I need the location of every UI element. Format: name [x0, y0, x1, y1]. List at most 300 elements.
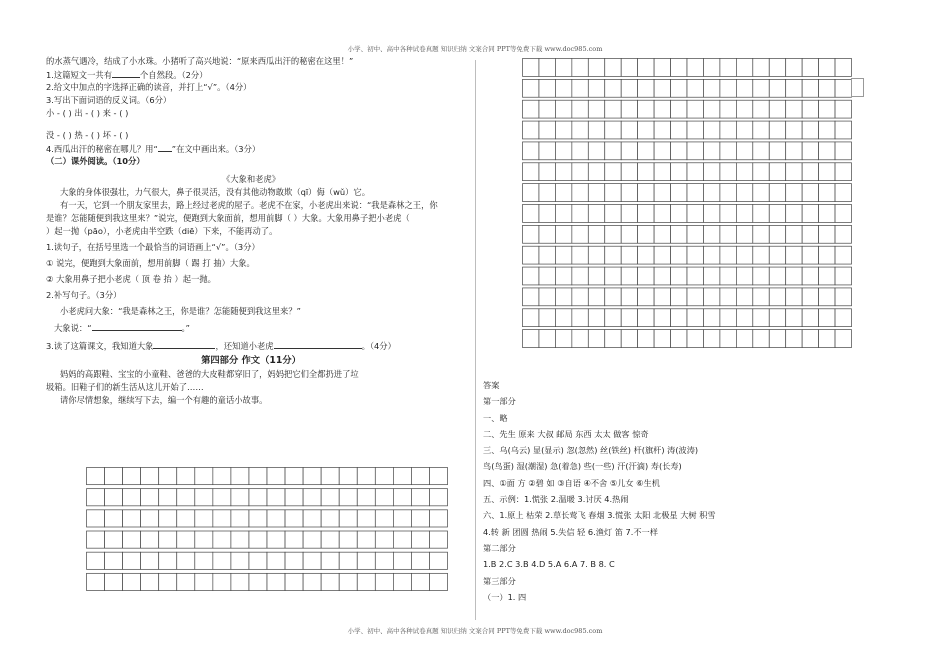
grid-cell[interactable]	[621, 267, 637, 285]
grid-cell[interactable]	[339, 468, 357, 485]
grid-row[interactable]	[523, 225, 852, 243]
grid-row[interactable]	[523, 59, 852, 77]
grid-cell[interactable]	[231, 552, 249, 569]
grid-cell[interactable]	[703, 163, 719, 181]
grid-cell[interactable]	[687, 267, 703, 285]
grid-cell[interactable]	[753, 121, 769, 139]
grid-cell[interactable]	[177, 573, 195, 590]
grid-cell[interactable]	[539, 246, 555, 264]
grid-cell[interactable]	[555, 100, 571, 118]
grid-cell[interactable]	[87, 552, 105, 569]
grid-cell[interactable]	[588, 59, 604, 77]
grid-row[interactable]	[523, 288, 852, 306]
grid-cell[interactable]	[588, 100, 604, 118]
grid-cell[interactable]	[429, 531, 447, 548]
grid-cell[interactable]	[687, 100, 703, 118]
grid-cell[interactable]	[786, 184, 802, 202]
grid-row[interactable]	[523, 100, 852, 118]
grid-cell[interactable]	[786, 59, 802, 77]
grid-cell[interactable]	[819, 288, 835, 306]
grid-cell[interactable]	[753, 205, 769, 223]
grid-cell[interactable]	[736, 225, 752, 243]
grid-cell[interactable]	[267, 552, 285, 569]
grid-cell[interactable]	[87, 468, 105, 485]
grid-cell[interactable]	[267, 468, 285, 485]
grid-cell[interactable]	[621, 184, 637, 202]
grid-cell[interactable]	[303, 468, 321, 485]
grid-cell[interactable]	[588, 184, 604, 202]
grid-cell[interactable]	[769, 163, 785, 181]
grid-cell[interactable]	[835, 79, 851, 97]
grid-cell[interactable]	[539, 205, 555, 223]
grid-cell[interactable]	[429, 489, 447, 506]
grid-cell[interactable]	[177, 510, 195, 527]
grid-cell[interactable]	[720, 288, 736, 306]
grid-row[interactable]	[523, 309, 852, 327]
grid-cell[interactable]	[303, 489, 321, 506]
grid-cell[interactable]	[123, 552, 141, 569]
grid-cell[interactable]	[572, 142, 588, 160]
grid-cell[interactable]	[555, 288, 571, 306]
grid-cell[interactable]	[321, 531, 339, 548]
grid-cell[interactable]	[802, 288, 818, 306]
grid-cell[interactable]	[687, 309, 703, 327]
grid-cell[interactable]	[539, 288, 555, 306]
grid-cell[interactable]	[523, 246, 539, 264]
grid-cell[interactable]	[249, 573, 267, 590]
grid-cell[interactable]	[605, 225, 621, 243]
grid-cell[interactable]	[753, 184, 769, 202]
grid-cell[interactable]	[769, 246, 785, 264]
grid-cell[interactable]	[523, 79, 539, 97]
grid-cell[interactable]	[753, 79, 769, 97]
grid-cell[interactable]	[231, 510, 249, 527]
grid-cell[interactable]	[671, 309, 687, 327]
grid-cell[interactable]	[835, 205, 851, 223]
grid-cell[interactable]	[736, 288, 752, 306]
grid-cell[interactable]	[105, 489, 123, 506]
grid-cell[interactable]	[654, 246, 670, 264]
grid-cell[interactable]	[638, 330, 654, 348]
grid-cell[interactable]	[736, 59, 752, 77]
grid-cell[interactable]	[339, 489, 357, 506]
writing-grid-small[interactable]	[86, 467, 448, 591]
grid-row[interactable]	[523, 79, 852, 97]
grid-cell[interactable]	[786, 121, 802, 139]
grid-cell[interactable]	[429, 552, 447, 569]
grid-cell[interactable]	[671, 79, 687, 97]
grid-row[interactable]	[87, 531, 448, 548]
grid-cell[interactable]	[769, 309, 785, 327]
grid-cell[interactable]	[819, 246, 835, 264]
grid-cell[interactable]	[802, 246, 818, 264]
grid-cell[interactable]	[753, 267, 769, 285]
grid-cell[interactable]	[123, 510, 141, 527]
grid-cell[interactable]	[802, 142, 818, 160]
grid-cell[interactable]	[555, 267, 571, 285]
grid-cell[interactable]	[687, 205, 703, 223]
grid-cell[interactable]	[159, 468, 177, 485]
grid-cell[interactable]	[605, 246, 621, 264]
grid-cell[interactable]	[687, 288, 703, 306]
grid-cell[interactable]	[523, 100, 539, 118]
grid-cell[interactable]	[835, 100, 851, 118]
grid-cell[interactable]	[141, 552, 159, 569]
grid-cell[interactable]	[357, 510, 375, 527]
grid-cell[interactable]	[177, 468, 195, 485]
grid-cell[interactable]	[588, 79, 604, 97]
grid-cell[interactable]	[638, 246, 654, 264]
grid-cell[interactable]	[177, 552, 195, 569]
grid-cell[interactable]	[393, 489, 411, 506]
grid-cell[interactable]	[555, 205, 571, 223]
grid-cell[interactable]	[249, 510, 267, 527]
grid-cell[interactable]	[555, 79, 571, 97]
grid-cell[interactable]	[786, 163, 802, 181]
grid-cell[interactable]	[429, 510, 447, 527]
grid-row[interactable]	[523, 330, 852, 348]
grid-cell[interactable]	[572, 288, 588, 306]
grid-cell[interactable]	[819, 309, 835, 327]
grid-cell[interactable]	[819, 330, 835, 348]
grid-cell[interactable]	[802, 205, 818, 223]
grid-cell[interactable]	[703, 309, 719, 327]
grid-cell[interactable]	[411, 552, 429, 569]
grid-cell[interactable]	[213, 510, 231, 527]
grid-cell[interactable]	[605, 121, 621, 139]
grid-cell[interactable]	[835, 59, 851, 77]
grid-cell[interactable]	[105, 468, 123, 485]
grid-cell[interactable]	[638, 184, 654, 202]
grid-cell[interactable]	[249, 552, 267, 569]
grid-cell[interactable]	[572, 121, 588, 139]
grid-cell[interactable]	[638, 267, 654, 285]
grid-cell[interactable]	[605, 163, 621, 181]
grid-cell[interactable]	[523, 205, 539, 223]
grid-cell[interactable]	[523, 184, 539, 202]
grid-cell[interactable]	[213, 489, 231, 506]
grid-cell[interactable]	[638, 59, 654, 77]
grid-cell[interactable]	[703, 142, 719, 160]
grid-cell[interactable]	[753, 246, 769, 264]
grid-cell[interactable]	[87, 531, 105, 548]
grid-cell[interactable]	[555, 121, 571, 139]
grid-cell[interactable]	[835, 246, 851, 264]
grid-row[interactable]	[87, 573, 448, 590]
grid-cell[interactable]	[588, 205, 604, 223]
grid-cell[interactable]	[654, 163, 670, 181]
grid-row[interactable]	[523, 142, 852, 160]
grid-cell[interactable]	[654, 100, 670, 118]
grid-cell[interactable]	[357, 552, 375, 569]
grid-cell[interactable]	[555, 225, 571, 243]
grid-cell[interactable]	[572, 163, 588, 181]
grid-cell[interactable]	[819, 59, 835, 77]
grid-cell[interactable]	[539, 121, 555, 139]
grid-cell[interactable]	[572, 184, 588, 202]
grid-cell[interactable]	[786, 79, 802, 97]
grid-cell[interactable]	[736, 121, 752, 139]
grid-cell[interactable]	[638, 142, 654, 160]
grid-cell[interactable]	[687, 184, 703, 202]
grid-cell[interactable]	[555, 59, 571, 77]
grid-cell[interactable]	[835, 225, 851, 243]
grid-cell[interactable]	[835, 288, 851, 306]
grid-cell[interactable]	[720, 246, 736, 264]
grid-cell[interactable]	[769, 184, 785, 202]
grid-cell[interactable]	[802, 225, 818, 243]
grid-cell[interactable]	[786, 330, 802, 348]
grid-cell[interactable]	[786, 225, 802, 243]
grid-cell[interactable]	[786, 205, 802, 223]
writing-grid-large[interactable]	[522, 58, 852, 348]
grid-cell[interactable]	[671, 121, 687, 139]
grid-cell[interactable]	[736, 309, 752, 327]
grid-cell[interactable]	[375, 552, 393, 569]
grid-cell[interactable]	[605, 142, 621, 160]
grid-cell[interactable]	[87, 510, 105, 527]
grid-cell[interactable]	[105, 510, 123, 527]
grid-cell[interactable]	[786, 267, 802, 285]
grid-cell[interactable]	[285, 552, 303, 569]
grid-cell[interactable]	[195, 552, 213, 569]
grid-cell[interactable]	[539, 142, 555, 160]
grid-cell[interactable]	[703, 225, 719, 243]
grid-cell[interactable]	[303, 531, 321, 548]
grid-cell[interactable]	[123, 573, 141, 590]
grid-cell[interactable]	[671, 288, 687, 306]
grid-cell[interactable]	[720, 121, 736, 139]
grid-cell[interactable]	[786, 100, 802, 118]
grid-cell[interactable]	[802, 59, 818, 77]
grid-cell[interactable]	[357, 531, 375, 548]
grid-cell[interactable]	[786, 142, 802, 160]
grid-cell[interactable]	[572, 59, 588, 77]
answer-blank[interactable]	[274, 339, 362, 349]
grid-cell[interactable]	[267, 510, 285, 527]
grid-cell[interactable]	[339, 510, 357, 527]
grid-cell[interactable]	[523, 142, 539, 160]
grid-cell[interactable]	[105, 552, 123, 569]
grid-cell[interactable]	[621, 142, 637, 160]
grid-cell[interactable]	[736, 267, 752, 285]
grid-cell[interactable]	[249, 531, 267, 548]
grid-cell[interactable]	[687, 163, 703, 181]
grid-cell[interactable]	[769, 79, 785, 97]
grid-cell[interactable]	[539, 100, 555, 118]
grid-cell[interactable]	[231, 489, 249, 506]
grid-cell[interactable]	[539, 225, 555, 243]
grid-cell[interactable]	[638, 121, 654, 139]
grid-cell[interactable]	[802, 121, 818, 139]
grid-cell[interactable]	[736, 163, 752, 181]
grid-cell[interactable]	[231, 468, 249, 485]
grid-cell[interactable]	[429, 468, 447, 485]
grid-cell[interactable]	[605, 59, 621, 77]
grid-cell[interactable]	[736, 330, 752, 348]
grid-cell[interactable]	[523, 330, 539, 348]
grid-cell[interactable]	[105, 531, 123, 548]
grid-cell[interactable]	[213, 552, 231, 569]
grid-cell[interactable]	[285, 531, 303, 548]
grid-cell[interactable]	[605, 100, 621, 118]
grid-cell[interactable]	[572, 100, 588, 118]
grid-cell[interactable]	[267, 573, 285, 590]
grid-cell[interactable]	[654, 79, 670, 97]
grid-cell[interactable]	[703, 121, 719, 139]
grid-cell[interactable]	[195, 531, 213, 548]
grid-cell[interactable]	[720, 309, 736, 327]
grid-cell[interactable]	[769, 225, 785, 243]
grid-cell[interactable]	[802, 267, 818, 285]
grid-cell[interactable]	[141, 510, 159, 527]
grid-cell[interactable]	[213, 531, 231, 548]
grid-cell[interactable]	[720, 330, 736, 348]
grid-cell[interactable]	[141, 573, 159, 590]
grid-cell[interactable]	[141, 489, 159, 506]
grid-cell[interactable]	[177, 489, 195, 506]
grid-cell[interactable]	[671, 59, 687, 77]
grid-cell[interactable]	[213, 468, 231, 485]
grid-cell[interactable]	[555, 163, 571, 181]
grid-cell[interactable]	[802, 309, 818, 327]
grid-cell[interactable]	[819, 163, 835, 181]
grid-cell[interactable]	[703, 267, 719, 285]
grid-cell[interactable]	[819, 142, 835, 160]
grid-cell[interactable]	[411, 489, 429, 506]
grid-cell[interactable]	[638, 225, 654, 243]
grid-cell[interactable]	[720, 79, 736, 97]
grid-cell[interactable]	[671, 142, 687, 160]
grid-cell[interactable]	[539, 184, 555, 202]
grid-cell[interactable]	[285, 468, 303, 485]
grid-cell[interactable]	[621, 330, 637, 348]
grid-cell[interactable]	[339, 552, 357, 569]
grid-cell[interactable]	[321, 552, 339, 569]
grid-cell[interactable]	[213, 573, 231, 590]
grid-cell[interactable]	[321, 468, 339, 485]
grid-cell[interactable]	[835, 267, 851, 285]
grid-row[interactable]	[87, 489, 448, 506]
grid-cell[interactable]	[769, 100, 785, 118]
grid-cell[interactable]	[588, 142, 604, 160]
grid-cell[interactable]	[671, 163, 687, 181]
grid-cell[interactable]	[605, 79, 621, 97]
grid-cell[interactable]	[588, 288, 604, 306]
grid-cell[interactable]	[802, 79, 818, 97]
grid-cell[interactable]	[835, 330, 851, 348]
grid-cell[interactable]	[523, 121, 539, 139]
grid-cell[interactable]	[736, 205, 752, 223]
grid-cell[interactable]	[703, 100, 719, 118]
grid-cell[interactable]	[819, 184, 835, 202]
grid-cell[interactable]	[687, 121, 703, 139]
grid-cell[interactable]	[654, 59, 670, 77]
grid-cell[interactable]	[321, 510, 339, 527]
grid-cell[interactable]	[703, 330, 719, 348]
grid-cell[interactable]	[769, 142, 785, 160]
grid-cell[interactable]	[539, 79, 555, 97]
grid-cell[interactable]	[720, 163, 736, 181]
grid-cell[interactable]	[703, 205, 719, 223]
grid-cell[interactable]	[802, 184, 818, 202]
grid-cell[interactable]	[819, 225, 835, 243]
grid-cell[interactable]	[572, 267, 588, 285]
grid-cell[interactable]	[159, 489, 177, 506]
grid-cell[interactable]	[802, 163, 818, 181]
grid-cell[interactable]	[572, 205, 588, 223]
grid-cell[interactable]	[753, 163, 769, 181]
grid-cell[interactable]	[605, 309, 621, 327]
grid-cell[interactable]	[687, 225, 703, 243]
grid-cell[interactable]	[249, 468, 267, 485]
grid-cell[interactable]	[621, 288, 637, 306]
answer-blank[interactable]	[92, 321, 182, 331]
grid-cell[interactable]	[753, 59, 769, 77]
grid-cell[interactable]	[411, 510, 429, 527]
grid-cell[interactable]	[393, 531, 411, 548]
grid-cell[interactable]	[753, 288, 769, 306]
grid-cell[interactable]	[621, 100, 637, 118]
grid-cell[interactable]	[231, 573, 249, 590]
grid-cell[interactable]	[621, 163, 637, 181]
answer-blank[interactable]	[153, 339, 215, 349]
grid-cell[interactable]	[411, 531, 429, 548]
grid-cell[interactable]	[195, 468, 213, 485]
grid-cell[interactable]	[141, 468, 159, 485]
grid-cell[interactable]	[687, 246, 703, 264]
grid-cell[interactable]	[339, 573, 357, 590]
grid-cell[interactable]	[753, 330, 769, 348]
grid-cell[interactable]	[572, 79, 588, 97]
grid-cell[interactable]	[231, 531, 249, 548]
answer-blank[interactable]	[158, 142, 172, 152]
grid-cell[interactable]	[720, 267, 736, 285]
grid-cell[interactable]	[638, 79, 654, 97]
grid-cell[interactable]	[671, 330, 687, 348]
grid-cell[interactable]	[638, 205, 654, 223]
grid-cell[interactable]	[654, 184, 670, 202]
grid-cell[interactable]	[638, 163, 654, 181]
grid-cell[interactable]	[393, 510, 411, 527]
grid-cell[interactable]	[819, 205, 835, 223]
grid-cell[interactable]	[393, 552, 411, 569]
grid-cell[interactable]	[555, 309, 571, 327]
grid-cell[interactable]	[687, 59, 703, 77]
grid-cell[interactable]	[621, 79, 637, 97]
grid-cell[interactable]	[523, 163, 539, 181]
grid-cell[interactable]	[671, 100, 687, 118]
grid-row[interactable]	[523, 184, 852, 202]
grid-cell[interactable]	[105, 573, 123, 590]
grid-cell[interactable]	[588, 330, 604, 348]
grid-cell[interactable]	[393, 573, 411, 590]
grid-cell[interactable]	[267, 531, 285, 548]
grid-cell[interactable]	[285, 510, 303, 527]
grid-cell[interactable]	[703, 246, 719, 264]
grid-cell[interactable]	[819, 79, 835, 97]
grid-cell[interactable]	[375, 531, 393, 548]
grid-cell[interactable]	[654, 121, 670, 139]
grid-cell[interactable]	[605, 184, 621, 202]
grid-cell[interactable]	[621, 225, 637, 243]
grid-cell[interactable]	[654, 288, 670, 306]
grid-cell[interactable]	[687, 79, 703, 97]
grid-cell[interactable]	[736, 79, 752, 97]
grid-cell[interactable]	[123, 468, 141, 485]
grid-cell[interactable]	[375, 573, 393, 590]
grid-cell[interactable]	[339, 531, 357, 548]
